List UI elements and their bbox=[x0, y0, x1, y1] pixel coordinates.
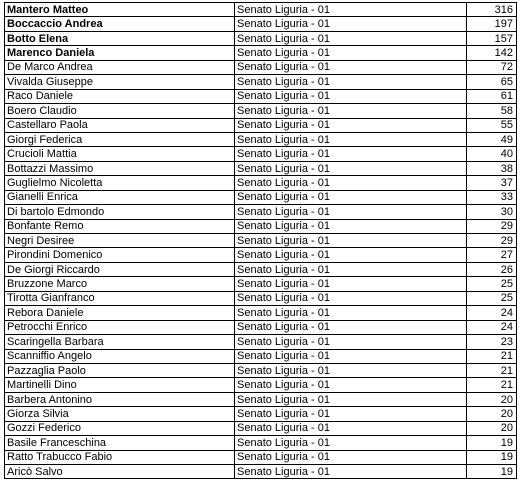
votes-cell: 197 bbox=[467, 17, 517, 31]
circoscrizione-cell: Senato Liguria - 01 bbox=[235, 436, 467, 450]
results-sheet bbox=[4, 2, 517, 479]
table-body bbox=[5, 3, 517, 479]
votes-cell: 20 bbox=[467, 407, 517, 421]
circoscrizione-cell: Senato Liguria - 01 bbox=[235, 291, 467, 305]
candidate-name-cell: Barbera Antonino bbox=[5, 392, 235, 406]
votes-cell: 37 bbox=[467, 176, 517, 190]
table-row bbox=[5, 378, 517, 392]
candidate-name-cell: Ratto Trabucco Fabio bbox=[5, 450, 235, 464]
votes-cell: 27 bbox=[467, 248, 517, 262]
circoscrizione-cell: Senato Liguria - 01 bbox=[235, 234, 467, 248]
votes-cell: 40 bbox=[467, 147, 517, 161]
table-row bbox=[5, 335, 517, 349]
votes-cell: 23 bbox=[467, 335, 517, 349]
table-row bbox=[5, 248, 517, 262]
candidate-name-cell: Marenco Daniela bbox=[5, 46, 235, 60]
candidate-name-cell: Scaringella Barbara bbox=[5, 335, 235, 349]
table-row bbox=[5, 349, 517, 363]
candidate-name-cell: Giorza Silvia bbox=[5, 407, 235, 421]
table-row bbox=[5, 421, 517, 435]
votes-cell: 21 bbox=[467, 363, 517, 377]
circoscrizione-cell: Senato Liguria - 01 bbox=[235, 118, 467, 132]
votes-cell: 21 bbox=[467, 378, 517, 392]
votes-cell: 49 bbox=[467, 132, 517, 146]
circoscrizione-cell: Senato Liguria - 01 bbox=[235, 46, 467, 60]
candidate-name-cell: Raco Daniele bbox=[5, 89, 235, 103]
table-row bbox=[5, 161, 517, 175]
table-row bbox=[5, 306, 517, 320]
votes-cell: 72 bbox=[467, 60, 517, 74]
circoscrizione-cell: Senato Liguria - 01 bbox=[235, 147, 467, 161]
circoscrizione-cell: Senato Liguria - 01 bbox=[235, 31, 467, 45]
table-row bbox=[5, 407, 517, 421]
votes-cell: 38 bbox=[467, 161, 517, 175]
candidate-name-cell: Bruzzone Marco bbox=[5, 277, 235, 291]
votes-cell: 21 bbox=[467, 349, 517, 363]
table-row bbox=[5, 277, 517, 291]
circoscrizione-cell: Senato Liguria - 01 bbox=[235, 176, 467, 190]
circoscrizione-cell: Senato Liguria - 01 bbox=[235, 161, 467, 175]
candidate-name-cell: Rebora Daniele bbox=[5, 306, 235, 320]
candidate-name-cell: Gianelli Enrica bbox=[5, 190, 235, 204]
votes-cell: 25 bbox=[467, 291, 517, 305]
candidate-name-cell: Scanniffio Angelo bbox=[5, 349, 235, 363]
circoscrizione-cell: Senato Liguria - 01 bbox=[235, 349, 467, 363]
table-row bbox=[5, 291, 517, 305]
candidate-name-cell: Tirotta Gianfranco bbox=[5, 291, 235, 305]
votes-cell: 19 bbox=[467, 436, 517, 450]
circoscrizione-cell: Senato Liguria - 01 bbox=[235, 392, 467, 406]
table-row bbox=[5, 205, 517, 219]
circoscrizione-cell: Senato Liguria - 01 bbox=[235, 306, 467, 320]
circoscrizione-cell: Senato Liguria - 01 bbox=[235, 190, 467, 204]
circoscrizione-cell: Senato Liguria - 01 bbox=[235, 262, 467, 276]
candidate-name-cell: Aricò Salvo bbox=[5, 465, 235, 479]
circoscrizione-cell: Senato Liguria - 01 bbox=[235, 320, 467, 334]
candidate-name-cell: De Giorgi Riccardo bbox=[5, 262, 235, 276]
candidate-name-cell: Castellaro Paola bbox=[5, 118, 235, 132]
table-row bbox=[5, 118, 517, 132]
candidate-name-cell: Di bartolo Edmondo bbox=[5, 205, 235, 219]
table-row bbox=[5, 190, 517, 204]
table-row bbox=[5, 450, 517, 464]
circoscrizione-cell: Senato Liguria - 01 bbox=[235, 219, 467, 233]
table-row bbox=[5, 104, 517, 118]
votes-cell: 29 bbox=[467, 234, 517, 248]
votes-cell: 20 bbox=[467, 421, 517, 435]
votes-cell: 20 bbox=[467, 392, 517, 406]
circoscrizione-cell: Senato Liguria - 01 bbox=[235, 89, 467, 103]
table-row bbox=[5, 219, 517, 233]
votes-cell: 142 bbox=[467, 46, 517, 60]
votes-cell: 58 bbox=[467, 104, 517, 118]
table-row bbox=[5, 60, 517, 74]
circoscrizione-cell: Senato Liguria - 01 bbox=[235, 465, 467, 479]
candidate-name-cell: Negri Desiree bbox=[5, 234, 235, 248]
votes-cell: 65 bbox=[467, 75, 517, 89]
candidate-name-cell: Gozzi Federico bbox=[5, 421, 235, 435]
circoscrizione-cell: Senato Liguria - 01 bbox=[235, 104, 467, 118]
candidate-name-cell: Crucioli Mattia bbox=[5, 147, 235, 161]
circoscrizione-cell: Senato Liguria - 01 bbox=[235, 205, 467, 219]
candidate-name-cell: Boero Claudio bbox=[5, 104, 235, 118]
votes-cell: 29 bbox=[467, 219, 517, 233]
votes-cell: 19 bbox=[467, 465, 517, 479]
circoscrizione-cell: Senato Liguria - 01 bbox=[235, 335, 467, 349]
candidate-name-cell: Vivalda Giuseppe bbox=[5, 75, 235, 89]
candidate-name-cell: Botto Elena bbox=[5, 31, 235, 45]
votes-cell: 61 bbox=[467, 89, 517, 103]
table-row bbox=[5, 89, 517, 103]
candidate-name-cell: Guglielmo Nicoletta bbox=[5, 176, 235, 190]
candidate-name-cell: Mantero Matteo bbox=[5, 3, 235, 17]
candidate-name-cell: Bonfante Remo bbox=[5, 219, 235, 233]
votes-cell: 30 bbox=[467, 205, 517, 219]
circoscrizione-cell: Senato Liguria - 01 bbox=[235, 17, 467, 31]
candidate-name-cell: Basile Franceschina bbox=[5, 436, 235, 450]
candidate-name-cell: Martinelli Dino bbox=[5, 378, 235, 392]
votes-cell: 24 bbox=[467, 306, 517, 320]
table-row bbox=[5, 465, 517, 479]
candidate-name-cell: Pazzaglia Paolo bbox=[5, 363, 235, 377]
circoscrizione-cell: Senato Liguria - 01 bbox=[235, 378, 467, 392]
candidate-name-cell: Bottazzi Massimo bbox=[5, 161, 235, 175]
table-row bbox=[5, 75, 517, 89]
candidate-name-cell: De Marco Andrea bbox=[5, 60, 235, 74]
table-row bbox=[5, 234, 517, 248]
circoscrizione-cell: Senato Liguria - 01 bbox=[235, 3, 467, 17]
table-row bbox=[5, 132, 517, 146]
votes-cell: 26 bbox=[467, 262, 517, 276]
circoscrizione-cell: Senato Liguria - 01 bbox=[235, 450, 467, 464]
circoscrizione-cell: Senato Liguria - 01 bbox=[235, 421, 467, 435]
table-row bbox=[5, 436, 517, 450]
table-row bbox=[5, 262, 517, 276]
candidate-name-cell: Petrocchi Enrico bbox=[5, 320, 235, 334]
table-row bbox=[5, 392, 517, 406]
table-row bbox=[5, 320, 517, 334]
table-row bbox=[5, 176, 517, 190]
circoscrizione-cell: Senato Liguria - 01 bbox=[235, 277, 467, 291]
votes-cell: 24 bbox=[467, 320, 517, 334]
votes-cell: 25 bbox=[467, 277, 517, 291]
candidate-name-cell: Boccaccio Andrea bbox=[5, 17, 235, 31]
votes-cell: 33 bbox=[467, 190, 517, 204]
table-row bbox=[5, 3, 517, 17]
votes-cell: 19 bbox=[467, 450, 517, 464]
circoscrizione-cell: Senato Liguria - 01 bbox=[235, 60, 467, 74]
table-row bbox=[5, 46, 517, 60]
circoscrizione-cell: Senato Liguria - 01 bbox=[235, 363, 467, 377]
candidate-name-cell: Giorgi Federica bbox=[5, 132, 235, 146]
votes-cell: 55 bbox=[467, 118, 517, 132]
table-row bbox=[5, 147, 517, 161]
votes-cell: 316 bbox=[467, 3, 517, 17]
votes-cell: 157 bbox=[467, 31, 517, 45]
circoscrizione-cell: Senato Liguria - 01 bbox=[235, 132, 467, 146]
table-row bbox=[5, 31, 517, 45]
circoscrizione-cell: Senato Liguria - 01 bbox=[235, 248, 467, 262]
candidate-name-cell: Pirondini Domenico bbox=[5, 248, 235, 262]
circoscrizione-cell: Senato Liguria - 01 bbox=[235, 75, 467, 89]
table-row bbox=[5, 363, 517, 377]
candidate-votes-table bbox=[4, 2, 517, 479]
circoscrizione-cell: Senato Liguria - 01 bbox=[235, 407, 467, 421]
table-row bbox=[5, 17, 517, 31]
